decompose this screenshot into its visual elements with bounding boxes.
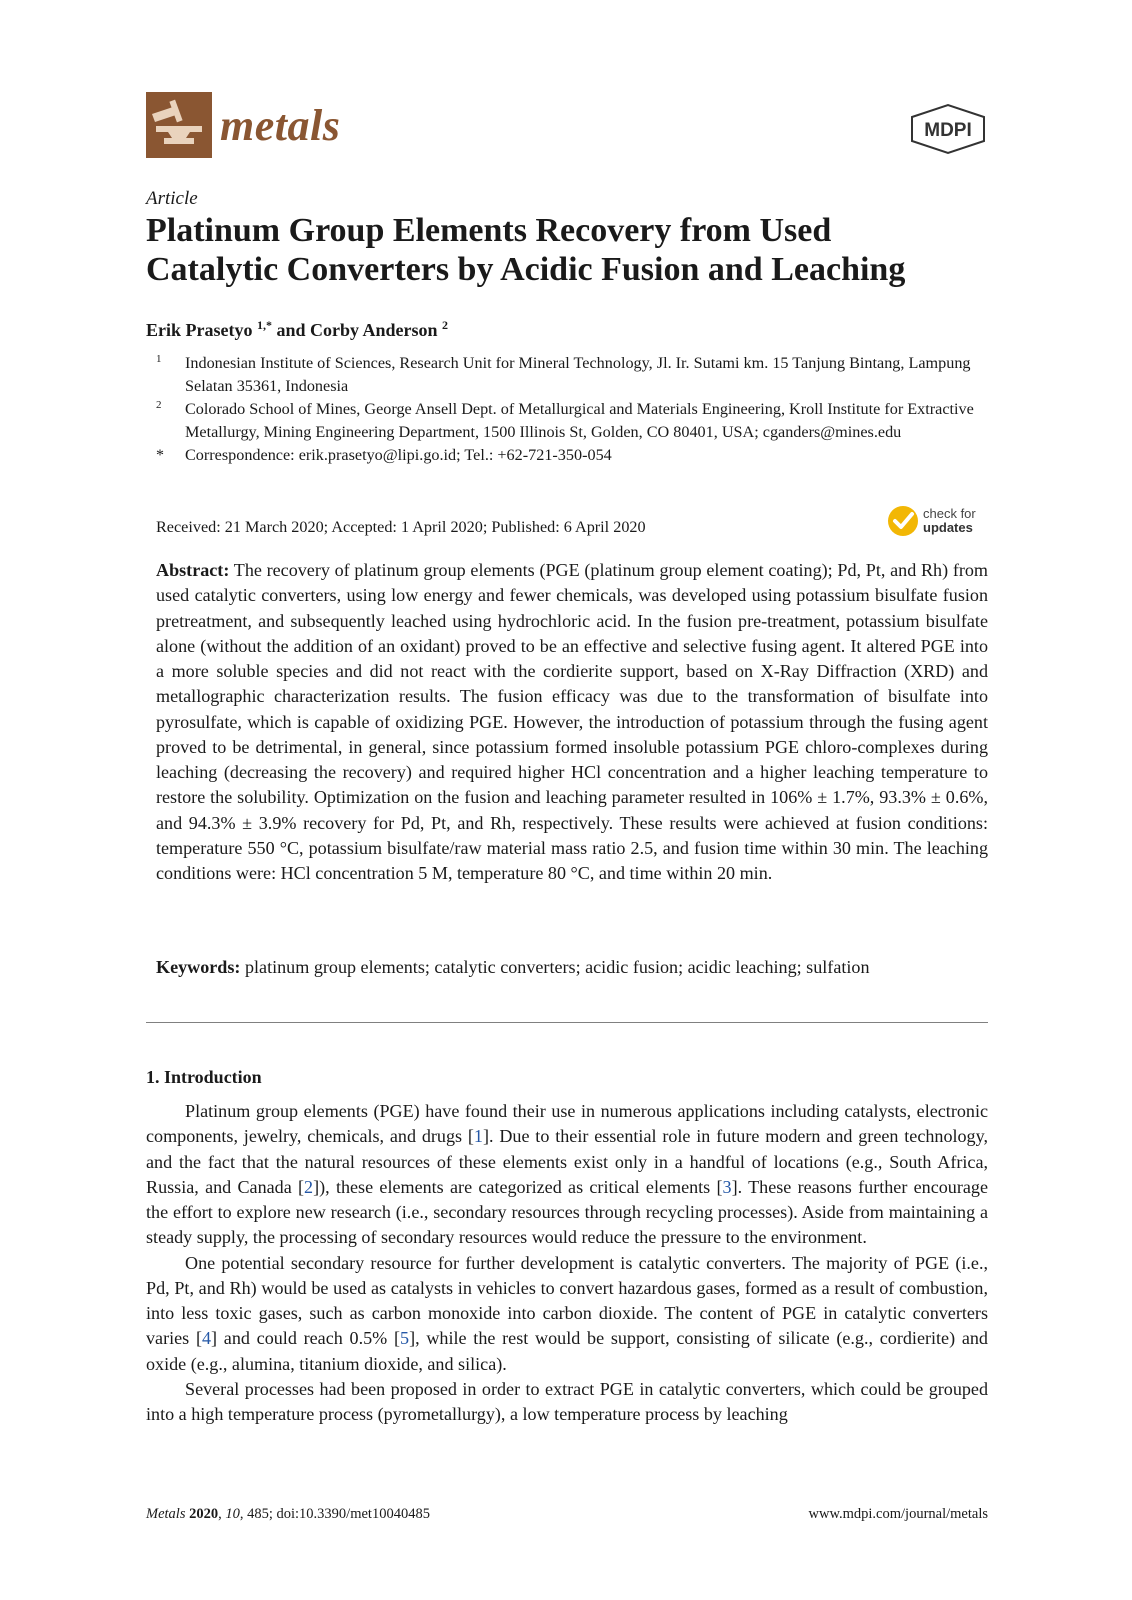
citation-link[interactable]: 4 bbox=[201, 1328, 212, 1349]
text-run: ]. These reasons further encourage the effort to explore new research (i.e., secondary resources through recycling processes). Aside from maintaining a steady supply, the processing of secondary resources would reduce the pressure to the environment. bbox=[146, 1176, 988, 1248]
text-run: Platinum group elements (PGE) have found their use in numerous applications including catalysts, electronic components, jewelry, chemicals, and drugs [ bbox=[146, 1101, 988, 1147]
section-heading-introduction: 1. Introduction bbox=[146, 1067, 262, 1087]
abstract bbox=[156, 558, 988, 886]
author-list bbox=[146, 318, 448, 341]
journal-url-link[interactable]: www.mdpi.com/journal/metals bbox=[808, 1506, 988, 1522]
correspondence-marker: * bbox=[156, 447, 164, 464]
author-affiliation-marker: 1,* bbox=[256, 318, 272, 332]
check-updates-label bbox=[923, 507, 976, 535]
correspondence-item bbox=[156, 444, 996, 467]
text-run: ]), these elements are categorized as critical elements [ bbox=[313, 1176, 723, 1197]
check-updates-line1: check for bbox=[923, 506, 976, 521]
author-name: Erik Prasetyo bbox=[146, 320, 253, 340]
paragraph bbox=[146, 1251, 988, 1377]
affiliation-item bbox=[156, 352, 996, 398]
mdpi-logo-text: MDPI bbox=[924, 120, 972, 141]
paragraph: Several processes had been proposed in order to extract PGE in catalytic converters, which could be grouped into a high temperature process (pyrometallurgy), a low temperature process by leaching bbox=[146, 1378, 988, 1424]
author-conjunction: and bbox=[276, 320, 311, 340]
abstract-label: Abstract: bbox=[156, 560, 230, 580]
citation-link[interactable]: 3 bbox=[722, 1176, 732, 1197]
abstract-text: The recovery of platinum group elements (PGE (platinum group element coating); Pd, Pt, and Rh) from used catalytic converters, using low energy and fewer chemicals, was developed using potassium bisulfate fusion pretreatment, and subsequently leached using hydrochloric acid. In the fusion pre-treatment, potassium bisulfate alone (without the addition of an oxidant) proved to be an effective and selective fusing agent. It altered PGE into a more soluble species and did not react with the cordierite support, based on X-Ray Diffraction (XRD) and metallographic characterization results. The fusion efficacy was due to the transformation of bisulfate into pyrosulfate, which is capable of oxidizing PGE. However, the introduction of potassium through the fusing agent proved to be detrimental, in general, since potassium formed insoluble potassium PGE chloro-complexes during leaching (decreasing the recovery) and required higher HCl concentration and a higher leaching temperature to restore the solubility. Optimization on the fusion and leaching parameter resulted in 106% ± 1.7%, 93.3% ± 0.6%, and 94.3% ± 3.9% recovery for Pd, Pt, and Rh, respectively. These results were achieved at fusion conditions: temperature 550 °C, potassium bisulfate/raw material mass ratio 2.5, and fusion time within 30 min. The leaching conditions were: HCl concentration 5 M, temperature 80 °C, and time within 20 min. bbox=[156, 560, 989, 883]
title-line-2: Catalytic Converters by Acidic Fusion and Leaching bbox=[146, 251, 906, 288]
introduction-body bbox=[146, 1099, 988, 1427]
author-affiliation-marker: 2 bbox=[442, 318, 449, 332]
text-run: ], while the rest would be support, consisting of silicate (e.g., cordierite) and oxide (e.g., alumina, titanium dioxide, and silica). bbox=[146, 1328, 988, 1374]
text-run: ]. Due to their essential role in future modern and green technology, and the fact that the natural resources of these elements exist only in a handful of locations (e.g., South Africa, Russia, and Canada [ bbox=[146, 1126, 989, 1197]
citation-link[interactable]: 5 bbox=[400, 1328, 410, 1349]
article-title bbox=[146, 211, 1046, 289]
checkmark-circle-icon bbox=[887, 505, 919, 537]
footer-volume: 10 bbox=[225, 1506, 240, 1522]
citation-footer: Metals 2020, 10, 485; doi:10.3390/met10040485 bbox=[146, 1506, 430, 1522]
keywords bbox=[156, 957, 870, 978]
journal-logo bbox=[146, 92, 340, 158]
section-divider bbox=[146, 1022, 988, 1023]
mdpi-logo bbox=[906, 103, 990, 155]
correspondence-text: Correspondence: erik.prasetyo@lipi.go.id; Tel.: +62-721-350-054 bbox=[185, 446, 612, 464]
keywords-text: platinum group elements; catalytic converters; acidic fusion; acidic leaching; sulfation bbox=[244, 957, 870, 977]
paragraph bbox=[146, 1099, 988, 1251]
footer-doi: , 485; doi:10.3390/met10040485 bbox=[239, 1506, 430, 1522]
text-run: ] and could reach 0.5% [ bbox=[211, 1328, 401, 1349]
affiliation-text: Indonesian Institute of Sciences, Research Unit for Mineral Technology, Jl. Ir. Sutami km. 15 Tanjung Bintang, Lampung Selatan 35361, Indonesia bbox=[185, 354, 971, 395]
journal-name: metals bbox=[220, 100, 341, 150]
article-type: Article bbox=[146, 188, 198, 209]
footer-year: 2020 bbox=[189, 1506, 219, 1522]
citation-link[interactable]: 1 bbox=[473, 1126, 483, 1147]
affiliations bbox=[156, 352, 996, 467]
affiliation-number: 2 bbox=[156, 399, 162, 411]
affiliation-text: Colorado School of Mines, George Ansell Dept. of Metallurgical and Materials Engineering, Kroll Institute for Extractive Metallurgy, Mining Engineering Department, 1500 Illinois St, Golden, CO 80401, USA; cganders@mines.edu bbox=[185, 400, 974, 441]
text-run: One potential secondary resource for further development is catalytic converters. The majority of PGE (i.e., Pd, Pt, and Rh) would be used as catalysts in vehicles to convert hazardous gases, formed as a result of combustion, into less toxic gases, such as carbon monoxide into carbon dioxide. The content of PGE in catalytic converters varies [ bbox=[146, 1252, 988, 1349]
footer-journal: Metals bbox=[146, 1506, 186, 1522]
title-line-1: Platinum Group Elements Recovery from Used bbox=[146, 212, 832, 249]
publication-dates: Received: 21 March 2020; Accepted: 1 April 2020; Published: 6 April 2020 bbox=[156, 518, 646, 536]
keywords-label: Keywords: bbox=[156, 957, 241, 977]
check-updates-line2: updates bbox=[923, 520, 973, 535]
affiliation-number: 1 bbox=[156, 353, 162, 365]
author-name: Corby Anderson bbox=[310, 320, 438, 340]
affiliation-item bbox=[156, 398, 996, 444]
check-for-updates-badge[interactable] bbox=[887, 505, 976, 537]
anvil-hammer-icon bbox=[146, 92, 212, 158]
citation-link[interactable]: 2 bbox=[304, 1176, 314, 1197]
